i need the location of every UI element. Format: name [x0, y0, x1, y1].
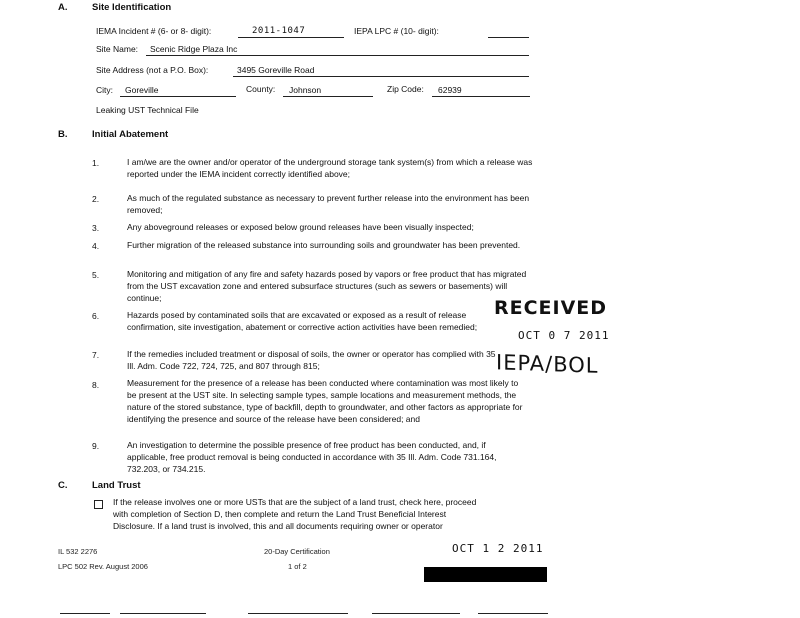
list-item: If the remedies included treatment or disposal of soils, the owner or operator has complied with 35 Ill. Adm. Code 722, 724, 725, and 807 through 815;	[127, 349, 496, 371]
address-field[interactable]: 3495 Goreville Road	[237, 65, 315, 75]
footer-rule	[248, 613, 348, 614]
list-item: An investigation to determine the possible presence of free product has been conducted, and, if applicable, free product removal is being conducted in accordance with 35 Ill. Adm. Code 731.164, 732.203, or 734.215.	[127, 440, 497, 474]
received-date-stamp: OCT 0 7 2011	[518, 329, 610, 342]
section-a-title: Site Identification	[92, 2, 172, 13]
received-stamp: RECEIVED	[494, 297, 608, 319]
section-b-letter: B.	[58, 129, 68, 140]
site-name-label: Site Name:	[96, 44, 139, 54]
address-underline	[233, 76, 529, 77]
incident-underline	[238, 37, 344, 38]
list-item: Monitoring and mitigation of any fire and safety hazards posed by vapors or free product that has migrated from the UST excavation zone and entered subsurface structures (such as sewers or basements) will continue;	[127, 269, 527, 303]
city-underline	[120, 96, 236, 97]
site-name-field[interactable]: Scenic Ridge Plaza Inc	[150, 44, 238, 54]
item-number: 3.	[92, 223, 100, 233]
zip-field[interactable]: 62939	[438, 85, 462, 95]
lpc-label: IEPA LPC # (10- digit):	[354, 26, 439, 36]
form-revision: LPC 502 Rev. August 2006	[58, 562, 148, 571]
incident-label: IEMA Incident # (6- or 8- digit):	[96, 26, 212, 36]
item-number: 2.	[92, 194, 100, 204]
footer-rule	[120, 613, 206, 614]
form-code: IL 532 2276	[58, 547, 98, 556]
page-indicator: 1 of 2	[288, 562, 307, 571]
zip-underline	[432, 96, 530, 97]
county-underline	[283, 96, 373, 97]
land-trust-checkbox[interactable]	[94, 500, 103, 509]
section-b-title: Initial Abatement	[92, 129, 169, 140]
footer-rule	[478, 613, 548, 614]
county-field[interactable]: Johnson	[289, 85, 322, 95]
list-item: Measurement for the presence of a release has been conducted where contamination was most likely to be present at the UST site. In selecting sample types, sample locations and measurement methods, the nature of the stored substance, type of backfill, depth to groundwater, and other factors as appropriate for identifying the presence and source of the release have been considered; and	[127, 378, 523, 424]
item-number: 8.	[92, 380, 100, 390]
item-number: 9.	[92, 441, 100, 451]
item-number: 5.	[92, 270, 100, 280]
city-label: City:	[96, 85, 113, 95]
land-trust-line-3: Disclosure. If a land trust is involved, this and all documents requiring owner or operator	[113, 521, 443, 531]
item-number: 6.	[92, 311, 100, 321]
incident-number-field[interactable]: 2011-1047	[252, 26, 306, 36]
form-title-footer: 20-Day Certification	[264, 547, 330, 556]
item-number: 7.	[92, 350, 100, 360]
site-name-underline	[146, 55, 529, 56]
land-trust-line-1: If the release involves one or more USTs that are the subject of a land trust, check here, proceed	[113, 497, 477, 507]
zip-label: Zip Code:	[387, 84, 424, 94]
redaction-bar	[424, 567, 547, 582]
section-c-letter: C.	[58, 480, 68, 491]
second-date-stamp: OCT 1 2 2011	[452, 542, 544, 555]
list-item: Further migration of the released substance into surrounding soils and groundwater has been prevented.	[127, 240, 521, 250]
item-number: 4.	[92, 241, 100, 251]
item-number: 1.	[92, 158, 100, 168]
footer-rule	[372, 613, 460, 614]
county-label: County:	[246, 84, 276, 94]
list-item: As much of the regulated substance as necessary to prevent further release into the environment has been removed;	[127, 193, 530, 215]
list-item: I am/we are the owner and/or operator of the underground storage tank system(s) from which a release was reported under the IEMA incident correctly identified above;	[127, 157, 533, 179]
iepa-bol-stamp: IEPA/BOL	[496, 350, 599, 378]
land-trust-line-2: with completion of Section D, then complete and return the Land Trust Beneficial Interest	[113, 509, 447, 519]
technical-file-label: Leaking UST Technical File	[96, 105, 199, 115]
footer-rule	[60, 613, 110, 614]
lpc-number-field[interactable]	[488, 37, 529, 38]
list-item: Hazards posed by contaminated soils that are excavated or exposed as a result of release confirmation, site investigation, abatement or corrective action activities have been remedied;	[127, 310, 478, 332]
city-field[interactable]: Goreville	[125, 85, 159, 95]
address-label: Site Address (not a P.O. Box):	[96, 65, 209, 75]
list-item: Any aboveground releases or exposed below ground releases have been visually inspected;	[127, 222, 474, 232]
section-c-title: Land Trust	[92, 480, 141, 491]
section-a-letter: A.	[58, 2, 68, 13]
